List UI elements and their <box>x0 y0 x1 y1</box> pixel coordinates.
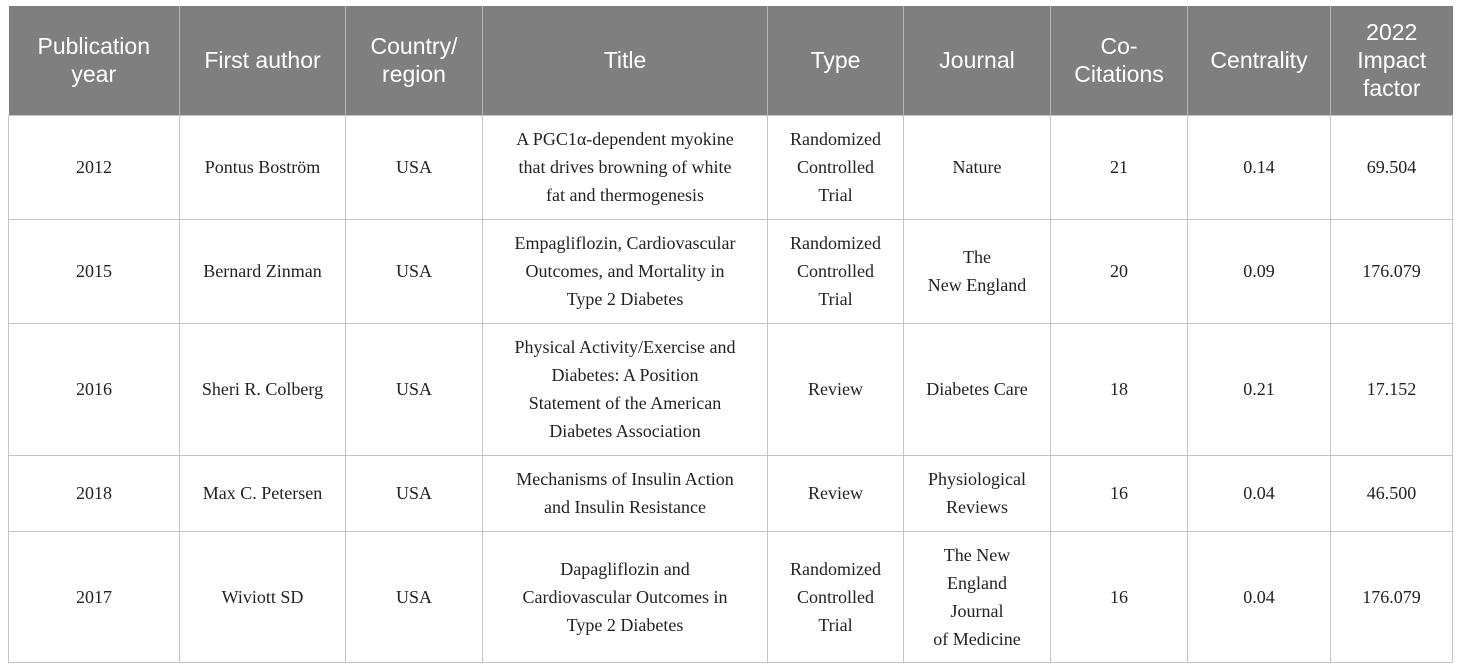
table-row <box>9 323 1453 455</box>
cell-year: 2012 <box>9 115 180 219</box>
cell-co-citations: 21 <box>1051 115 1188 219</box>
cell-centrality: 0.21 <box>1188 323 1331 455</box>
header-publication-year: Publication year <box>9 6 180 115</box>
header-country-region: Country/ region <box>346 6 483 115</box>
cell-impact-factor: 176.079 <box>1331 531 1453 662</box>
cell-co-citations: 16 <box>1051 455 1188 531</box>
cell-country: USA <box>346 323 483 455</box>
header-row <box>9 6 1453 115</box>
cell-author: Max C. Petersen <box>180 455 346 531</box>
co-citation-table <box>8 6 1453 663</box>
cell-author: Wiviott SD <box>180 531 346 662</box>
cell-title: Physical Activity/Exercise and Diabetes: A Position Statement of the American Diabetes Association <box>483 323 768 455</box>
cell-type: Randomized Controlled Trial <box>768 115 904 219</box>
cell-centrality: 0.04 <box>1188 531 1331 662</box>
cell-title: Mechanisms of Insulin Action and Insulin Resistance <box>483 455 768 531</box>
table-row <box>9 219 1453 323</box>
header-impact-factor: 2022 Impact factor <box>1331 6 1453 115</box>
cell-type: Review <box>768 455 904 531</box>
cell-journal: The New England <box>904 219 1051 323</box>
cell-impact-factor: 17.152 <box>1331 323 1453 455</box>
cell-title: Dapagliflozin and Cardiovascular Outcomes in Type 2 Diabetes <box>483 531 768 662</box>
cell-impact-factor: 176.079 <box>1331 219 1453 323</box>
cell-author: Bernard Zinman <box>180 219 346 323</box>
header-journal: Journal <box>904 6 1051 115</box>
cell-journal: Diabetes Care <box>904 323 1051 455</box>
header-co-citations: Co- Citations <box>1051 6 1188 115</box>
cell-author: Pontus Boström <box>180 115 346 219</box>
table-row <box>9 531 1453 662</box>
cell-year: 2016 <box>9 323 180 455</box>
cell-journal: Physiological Reviews <box>904 455 1051 531</box>
cell-centrality: 0.09 <box>1188 219 1331 323</box>
cell-country: USA <box>346 115 483 219</box>
cell-impact-factor: 69.504 <box>1331 115 1453 219</box>
citation-table-container <box>8 6 1452 663</box>
cell-type: Randomized Controlled Trial <box>768 531 904 662</box>
cell-country: USA <box>346 531 483 662</box>
cell-author: Sheri R. Colberg <box>180 323 346 455</box>
cell-country: USA <box>346 455 483 531</box>
cell-centrality: 0.04 <box>1188 455 1331 531</box>
cell-year: 2015 <box>9 219 180 323</box>
cell-country: USA <box>346 219 483 323</box>
table-row <box>9 115 1453 219</box>
cell-co-citations: 20 <box>1051 219 1188 323</box>
cell-type: Randomized Controlled Trial <box>768 219 904 323</box>
cell-type: Review <box>768 323 904 455</box>
header-first-author: First author <box>180 6 346 115</box>
table-row <box>9 455 1453 531</box>
cell-year: 2018 <box>9 455 180 531</box>
cell-journal: Nature <box>904 115 1051 219</box>
header-centrality: Centrality <box>1188 6 1331 115</box>
cell-year: 2017 <box>9 531 180 662</box>
header-title: Title <box>483 6 768 115</box>
cell-journal: The New England Journal of Medicine <box>904 531 1051 662</box>
header-type: Type <box>768 6 904 115</box>
cell-title: Empagliflozin, Cardiovascular Outcomes, and Mortality in Type 2 Diabetes <box>483 219 768 323</box>
cell-centrality: 0.14 <box>1188 115 1331 219</box>
cell-co-citations: 18 <box>1051 323 1188 455</box>
cell-co-citations: 16 <box>1051 531 1188 662</box>
cell-impact-factor: 46.500 <box>1331 455 1453 531</box>
cell-title: A PGC1α-dependent myokine that drives browning of white fat and thermogenesis <box>483 115 768 219</box>
